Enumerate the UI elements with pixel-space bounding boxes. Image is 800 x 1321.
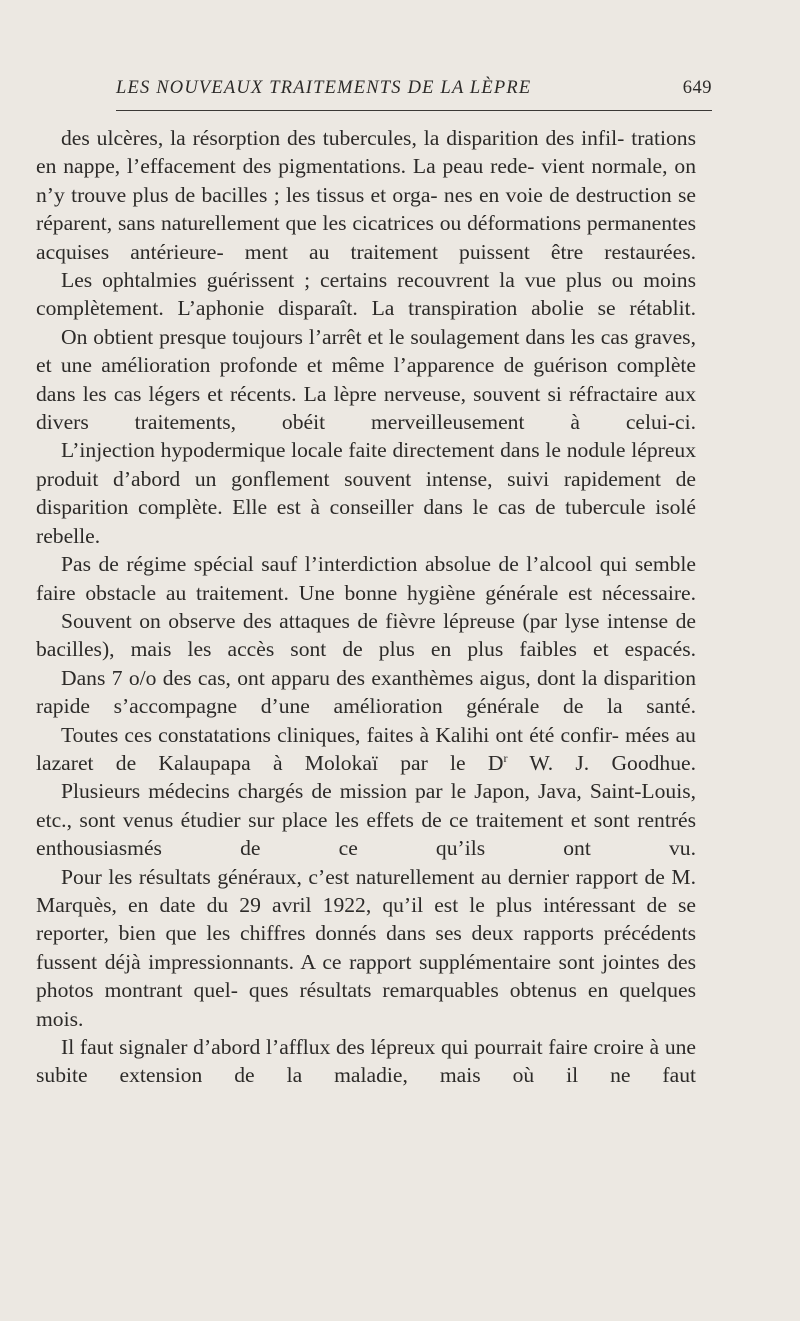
text-line: Pas de régime spécial sauf l’interdiction absolue de l’alcool qui xyxy=(61,552,628,577)
text-line: traitement et sont rentrés enthousiasmés de ce qu’ils ont vu. xyxy=(36,807,696,861)
text-line: On obtient presque toujours l’arrêt et le soulagement dans xyxy=(61,324,566,349)
text-line: de guérison complète dans les cas légers et récents. La lèpre xyxy=(36,353,696,406)
text-line: croire à une subite extension de la maladie, mais où il ne faut xyxy=(36,1035,696,1088)
paragraph-11 xyxy=(36,1033,696,1090)
paragraph-2 xyxy=(36,266,696,323)
text-line: est nécessaire. xyxy=(568,580,696,605)
text-line: Pour les résultats généraux, c’est naturellement au dernier xyxy=(61,864,570,889)
text-line: Les ophtalmies guérissent ; certains recouvrent la vue plus ou xyxy=(61,268,634,293)
text-line: vient normale, on n’y trouve plus de bacilles ; les tissus et orga- xyxy=(36,154,696,207)
text-line: les cas graves, et une amélioration profonde et même l’apparence xyxy=(36,324,696,378)
text-line: dans le cas de tubercule isolé rebelle. xyxy=(36,495,696,548)
text-line: et espacés. xyxy=(593,637,697,662)
text-line: plus intéressant de se reporter, bien que les chiffres donnés dans xyxy=(36,892,697,946)
text-line: ques résultats remarquables obtenus en quelques mois. xyxy=(36,978,697,1031)
doctor-superscript: r xyxy=(503,750,508,765)
text-line: Saint-Louis, etc., sont venus étudier sur place les effets de ce xyxy=(36,779,696,832)
header-rule xyxy=(116,110,712,111)
text-line: mées au lazaret de Kalaupapa à Molokaï par le D xyxy=(36,722,696,775)
text-line: L’injection hypodermique locale faite directement dans le xyxy=(61,438,562,463)
text-line: ses deux rapports précédents fussent déjà impressionnants. A ce xyxy=(36,921,696,974)
text-line: nodule lépreux produit d’abord un gonflement souvent intense, xyxy=(36,438,696,491)
paragraph-1 xyxy=(36,124,696,266)
text-line: intense de bacilles), mais les accès sont de plus en plus faibles xyxy=(36,608,696,662)
running-header xyxy=(116,78,712,104)
text-line: ment au traitement puissent être restaurées. xyxy=(244,239,696,264)
text-line: des ulcères, la résorption des tubercules, la disparition des infil- xyxy=(61,126,625,150)
text-line: rapport de M. Marquès, en date du 29 avril 1922, qu’il est le xyxy=(36,864,697,917)
paragraph-10 xyxy=(36,863,696,1033)
text-line: semble faire obstacle au traitement. Une bonne hygiène générale xyxy=(36,552,696,605)
body-text xyxy=(36,124,696,1090)
paragraph-8 xyxy=(36,721,696,778)
text-line: Dans 7 o/o des cas, ont apparu des exanthèmes aigus, dont xyxy=(61,665,576,690)
text-line: nes en voie de destruction se réparent, sans naturellement que xyxy=(36,182,696,236)
text-line: suivi rapidement de disparition complète. Elle est à conseiller xyxy=(36,466,696,520)
doctor-name: W. J. Goodhue. xyxy=(507,750,696,775)
paragraph-7 xyxy=(36,664,696,721)
paragraph-5 xyxy=(36,550,696,607)
text-line: nerveuse, souvent si réfractaire aux divers traitements, obéit xyxy=(36,381,697,435)
paragraph-6 xyxy=(36,607,696,664)
running-title: LES NOUVEAUX TRAITEMENTS DE LA LÈPRE xyxy=(116,78,532,98)
paragraph-3 xyxy=(36,323,696,437)
text-line: Plusieurs médecins chargés de mission par le Japon, Java, xyxy=(61,779,582,804)
text-line: rapport supplémentaire sont jointes des photos montrant quel- xyxy=(36,949,696,1003)
text-line: Il faut signaler d’abord l’afflux des lépreux qui pourrait faire xyxy=(61,1035,588,1059)
text-line: Souvent on observe des attaques de fièvre lépreuse (par lyse xyxy=(61,608,600,633)
paragraph-4 xyxy=(36,436,696,550)
text-line: Toutes ces constatations cliniques, faites à Kalihi ont été confir- xyxy=(61,722,619,747)
text-line: moins complètement. L’aphonie disparaît. La transpiration abolie xyxy=(36,268,696,321)
text-line: les cicatrices ou déformations permanentes acquises antérieure- xyxy=(36,211,696,264)
text-line: merveilleusement à celui-ci. xyxy=(370,410,696,435)
text-line: la disparition rapide s’accompagne d’une amélioration générale xyxy=(36,665,696,719)
page-number: 649 xyxy=(682,78,712,98)
text-line: de la santé. xyxy=(563,694,696,719)
paragraph-9 xyxy=(36,777,696,862)
text-line: se rétablit. xyxy=(597,296,696,321)
text-line: trations en nappe, l’effacement des pigmentations. La peau rede- xyxy=(36,126,696,179)
